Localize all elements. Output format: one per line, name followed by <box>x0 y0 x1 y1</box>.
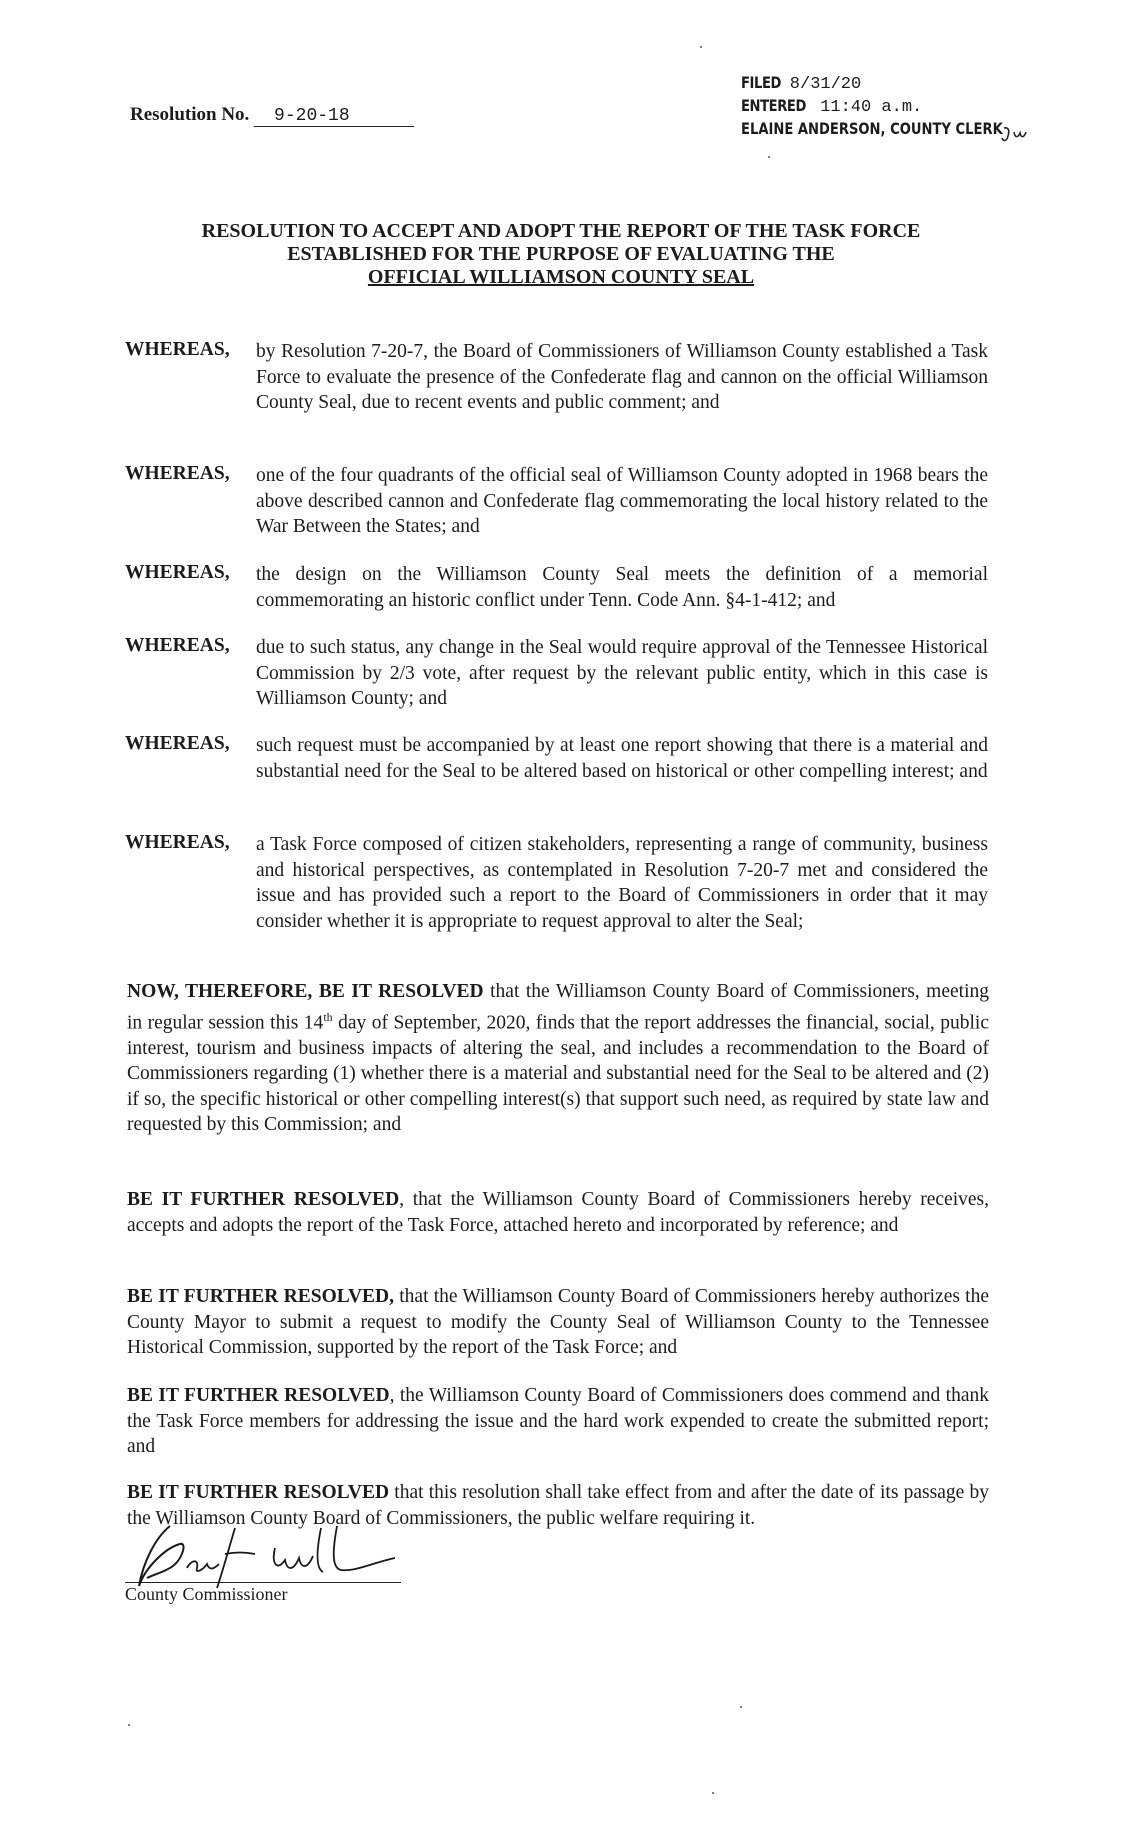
entered-time: 11:40 a.m. <box>820 98 923 117</box>
whereas-clause: such request must be accompanied by at least one report showing that there is a material and substantial need for the Seal to be altered based on historical or other compelling interest; and <box>256 735 988 782</box>
further-resolved-text: , that the Williamson County Board of Commissioners hereby receives, accepts and adopts the report of the Task Force, attached hereto and incorporated by reference; and <box>127 1189 989 1236</box>
whereas-clause: due to such status, any change in the Seal would require approval of the Tennessee Historical Commission by 2/3 vote, after request by the relevant public entity, which in this case is Williamson County; and <box>256 637 988 709</box>
signature-line <box>125 1582 401 1583</box>
county-clerk: ELAINE ANDERSON, COUNTY CLERK <box>741 119 1003 138</box>
whereas-label: WHEREAS, <box>125 463 230 484</box>
title-line-3: OFFICIAL WILLIAMSON COUNTY SEAL <box>367 266 755 288</box>
clerk-initials-mark <box>1000 124 1042 146</box>
further-resolved-paragraph-2 <box>127 1284 989 1361</box>
now-therefore-text-2: day of September, 2020, finds that the report addresses the financial, social, public interest, tourism and business impacts of altering the seal, and includes a recommendation to the Board of Commissioners regarding (1) whether there is a material and substantial need for the Seal to be altered and (2) if so, the specific historical or other compelling interest(s) that support such need, as required by state law and requested by this Commission; and <box>127 1012 989 1135</box>
resolution-title <box>100 220 1022 289</box>
further-resolved-label: BE IT FURTHER RESOLVED <box>127 1385 390 1406</box>
now-therefore-text-1: that the Williamson County Board of Commissioners, meeting in regular session this 14 <box>127 981 989 1033</box>
resolution-number-line <box>130 104 414 127</box>
scan-speck <box>768 156 770 158</box>
resolution-number: 9-20-18 <box>254 106 414 127</box>
scan-speck <box>700 46 702 48</box>
further-resolved-paragraph-1 <box>127 1187 989 1238</box>
now-therefore-paragraph <box>127 979 989 1138</box>
further-resolved-paragraph-3 <box>127 1383 989 1460</box>
whereas-label: WHEREAS, <box>125 635 230 656</box>
filed-label: FILED <box>741 73 782 92</box>
further-resolved-label: BE IT FURTHER RESOLVED, <box>127 1286 394 1307</box>
ordinal-suffix: th <box>323 1009 333 1024</box>
whereas-label: WHEREAS, <box>125 832 230 853</box>
whereas-clause: by Resolution 7-20-7, the Board of Commissioners of Williamson County established a Task Force to evaluate the presence of the Confederate flag and cannon on the official Williamson County Seal, due to recent events and public comment; and <box>256 341 988 413</box>
further-resolved-label: BE IT FURTHER RESOLVED <box>127 1189 400 1210</box>
now-therefore-label: NOW, THEREFORE, BE IT RESOLVED <box>127 981 484 1002</box>
signature-label: County Commissioner <box>125 1584 288 1604</box>
resolution-label: Resolution No. <box>130 104 250 125</box>
whereas-clause: a Task Force composed of citizen stakeholders, representing a range of community, business and historical perspectives, as contemplated in Resolution 7-20-7 met and considered the issue and has provided such a report to the Board of Commissioners in order that it may consider whether it is appropriate to request approval to alter the Seal; <box>256 834 988 932</box>
entered-label: ENTERED <box>741 96 806 115</box>
whereas-clause: one of the four quadrants of the official seal of Williamson County adopted in 1968 bears the above described cannon and Confederate flag commemorating the local history related to the War Between the States; and <box>256 465 988 537</box>
further-resolved-text: that the Williamson County Board of Commissioners hereby authorizes the County Mayor to submit a request to modify the County Seal of Williamson County to the Tennessee Historical Commission, supported by the report of the Task Force; and <box>127 1286 989 1358</box>
scan-speck <box>740 1706 742 1708</box>
whereas-clause: the design on the Williamson County Seal meets the definition of a memorial commemorating an historic conflict under Tenn. Code Ann. §4-1-412; and <box>256 564 988 611</box>
filed-date: 8/31/20 <box>789 75 862 94</box>
whereas-label: WHEREAS, <box>125 562 230 583</box>
further-resolved-label: BE IT FURTHER RESOLVED <box>127 1482 390 1503</box>
further-resolved-text: , the Williamson County Board of Commissioners does commend and thank the Task Force members for addressing the issue and the hard work expended to create the submitted report; and <box>127 1385 989 1457</box>
further-resolved-text: that this resolution shall take effect from and after the date of its passage by the Williamson County Board of Commissioners, the public welfare requiring it. <box>127 1482 989 1529</box>
scan-speck <box>128 1724 130 1726</box>
whereas-label: WHEREAS, <box>125 733 230 754</box>
whereas-label: WHEREAS, <box>125 339 230 360</box>
scan-speck <box>712 1792 714 1794</box>
title-line-2: ESTABLISHED FOR THE PURPOSE OF EVALUATING THE <box>287 243 835 265</box>
title-line-1: RESOLUTION TO ACCEPT AND ADOPT THE REPORT OF THE TASK FORCE <box>201 220 921 242</box>
